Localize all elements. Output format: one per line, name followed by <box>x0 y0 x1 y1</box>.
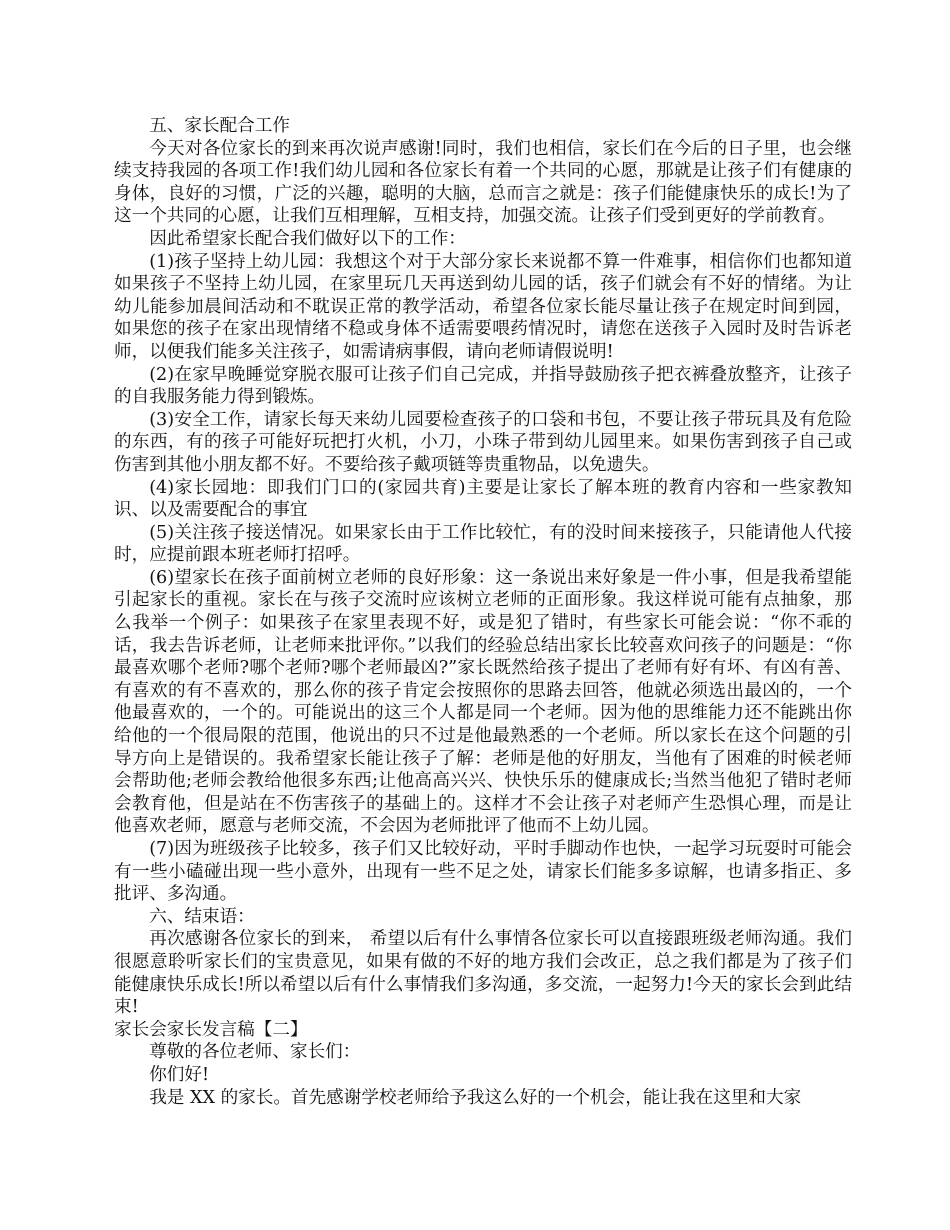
section-heading-5: 五、家长配合工作 <box>149 116 290 136</box>
paragraph-item-5: (5)关注孩子接送情况。如果家长由于工作比较忙，有的没时间来接孩子，只能请他人代接时，应提前跟本班老师打招呼。 <box>114 522 852 566</box>
document-body <box>114 115 852 1109</box>
paragraph-item-4: (4)家长园地：即我们门口的(家园共育)主要是让家长了解本班的教育内容和一些家教知识、以及需要配合的事宜 <box>114 477 852 521</box>
paragraph-thanks: 今天对各位家长的到来再次说声感谢!同时，我们也相信，家长们在今后的日子里，也会继续支持我园的各项工作!我们幼儿园和各位家长有着一个共同的心愿，那就是让孩子们有健康的身体，良好的习惯，广泛的兴趣，聪明的大脑，总而言之就是：孩子们能健康快乐的成长!为了这一个共同的心愿，让我们互相理解，互相支持，加强交流。让孩子们受到更好的学前教育。 <box>114 138 852 227</box>
speech-greeting: 你们好! <box>149 1064 210 1085</box>
paragraph-item-3: (3)安全工作，请家长每天来幼儿园要检查孩子的口袋和书包，不要让孩子带玩具及有危险的东西，有的孩子可能好玩把打火机，小刀，小珠子带到幼儿园里来。如果伤害到孩子自己或伤害到其他小朋友都不好。不要给孩子戴项链等贵重物品，以免遗失。 <box>114 409 852 475</box>
paragraph-item-2: (2)在家早晚睡觉穿脱衣服可让孩子们自己完成，并指导鼓励孩子把衣裤叠放整齐，让孩子的自我服务能力得到锻炼。 <box>114 364 852 408</box>
paragraph-closing: 再次感谢各位家长的到来， 希望以后有什么事情各位家长可以直接跟班级老师沟通。我们很愿意聆听家长们的宝贵意见，如果有做的不好的地方我们会改正，总之我们都是为了孩子们能健康快乐成长!所以希望以后有什么事情我们多沟通，多交流，一起努力!今天的家长会到此结束! <box>114 929 852 1018</box>
paragraph-item-1: (1)孩子坚持上幼儿园：我想这个对于大部分家长来说都不算一件难事，相信你们也都知道如果孩子不坚持上幼儿园，在家里玩几天再送到幼儿园的话，孩子们就会有不好的情绪。为让幼儿能参加晨间活动和不耽误正常的教学活动，希望各位家长能尽量让孩子在规定时间到园，如果您的孩子在家出现情绪不稳或身体不适需要喂药情况时，请您在送孩子入园时及时告诉老师，以便我们能多关注孩子，如需请病事假，请向老师请假说明! <box>114 251 852 362</box>
speech-salutation: 尊敬的各位老师、家长们： <box>149 1042 361 1063</box>
paragraph-cooperation-intro: 因此希望家长配合我们做好以下的工作： <box>149 228 466 249</box>
section-heading-6: 六、结束语： <box>149 906 255 927</box>
speech-title-2: 家长会家长发言稿【二】 <box>114 1019 308 1040</box>
speech-opening: 我是 XX 的家长。首先感谢学校老师给予我这么好的一个机会，能让我在这里和大家 <box>149 1087 802 1108</box>
paragraph-item-6: (6)望家长在孩子面前树立老师的良好形象：这一条说出来好象是一件小事，但是我希望能引起家长的重视。家长在与孩子交流时应该树立老师的正面形象。我这样说可能有点抽象，那么我举一个例子：如果孩子在家里表现不好，或是犯了错时，有些家长可能会说：“你不乖的话，我去告诉老师，让老师来批评你。”以我们的经验总结出家长比较喜欢问孩子的问题是：“你最喜欢哪个老师?哪个老师?哪个老师最凶?”家长既然给孩子提出了老师有好有坏、有凶有善、有喜欢的有不喜欢的，那么你的孩子肯定会按照你的思路去回答，他就必须选出最凶的，一个他最喜欢的，一个的。可能说出的这三个人都是同一个老师。因为他的思维能力还不能跳出你给他的一个很局限的范围，他说出的只不过是他最熟悉的一个老师。所以家长在这个问题的引导方向上是错误的。我希望家长能让孩子了解：老师是他的好朋友，当他有了困难的时候老师会帮助他;老师会教给他很多东西;让他高高兴兴、快快乐乐的健康成长;当然当他犯了错时老师会教育他，但是站在不伤害孩子的基础上的。这样才不会让孩子对老师产生恐惧心理，而是让他喜欢老师，愿意与老师交流，不会因为老师批评了他而不上幼儿园。 <box>114 567 852 837</box>
paragraph-item-7: (7)因为班级孩子比较多，孩子们又比较好动，平时手脚动作也快，一起学习玩耍时可能会有一些小磕碰出现一些小意外，出现有一些不足之处，请家长们能多多谅解，也请多指正、多批评、多沟通。 <box>114 839 852 905</box>
